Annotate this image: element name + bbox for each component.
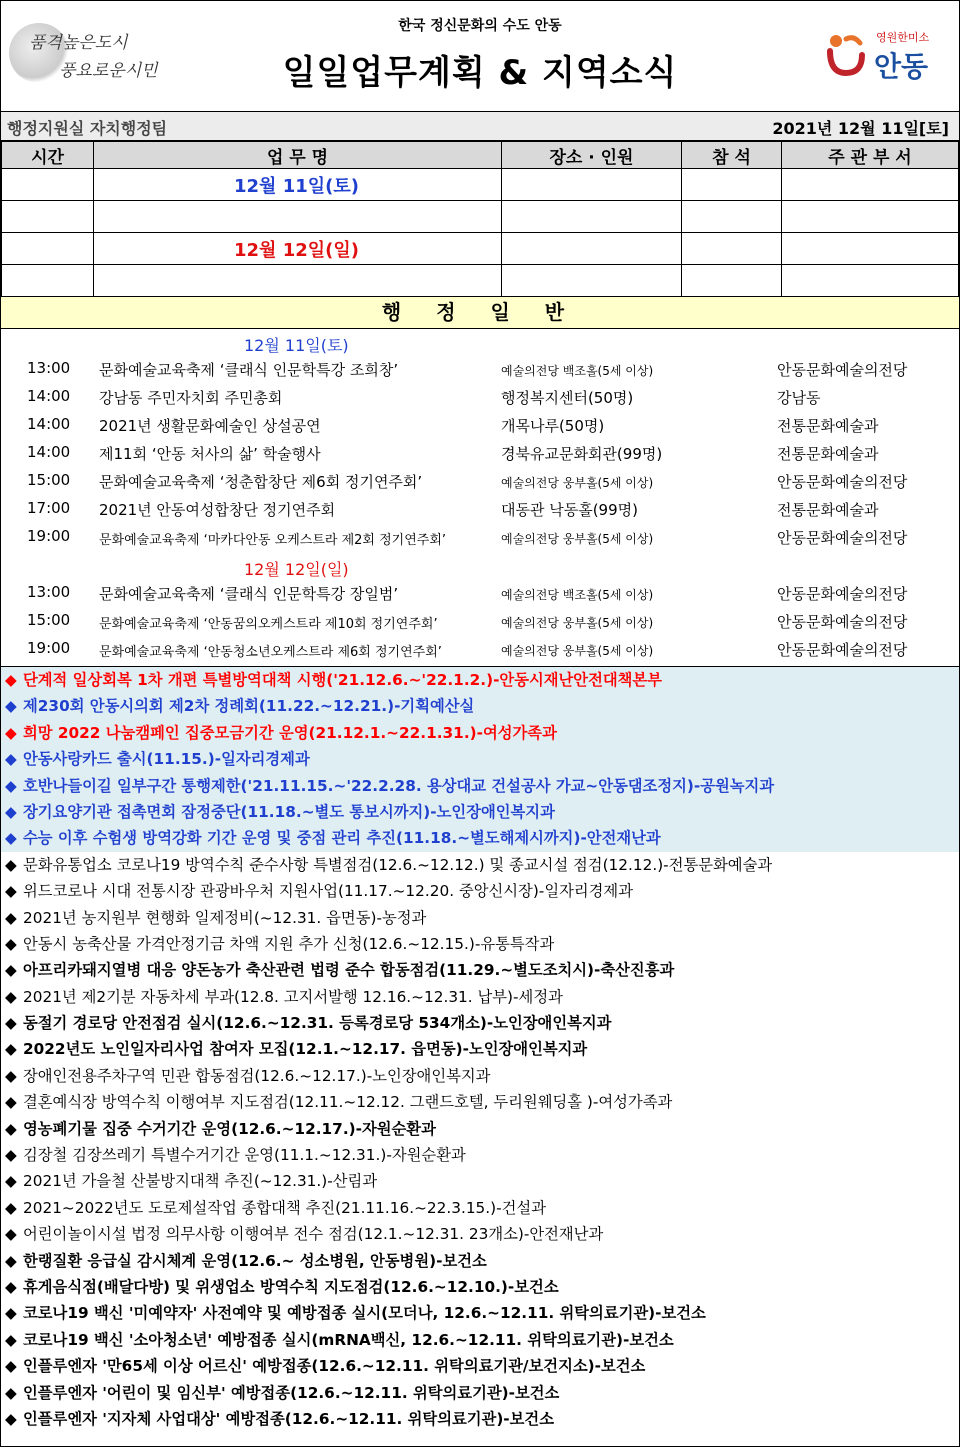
event-time: 17:00: [27, 499, 71, 517]
event-place: 예술의전당 웅부홀(5세 이상): [501, 476, 654, 490]
notice-item: [1, 799, 959, 825]
notice-item: [1, 773, 959, 799]
diamond-bullet-icon: ◆: [5, 776, 17, 795]
notice-item: [1, 1168, 959, 1194]
col-header-dept: 주 관 부 서: [782, 142, 959, 169]
event-dept: 안동문화예술의전당: [777, 473, 908, 491]
diamond-bullet-icon: ◆: [5, 882, 17, 901]
event-dept: 안동문화예술의전당: [777, 641, 908, 659]
info-bar: [1, 111, 959, 141]
notice-item: [1, 931, 959, 957]
notice-text: 인플루엔자 '만65세 이상 어르신' 예방접종(12.6.~12.11. 위탁의료기관/보건지소)-보건소: [23, 1357, 646, 1376]
event-time: 13:00: [27, 583, 71, 601]
diamond-bullet-icon: ◆: [5, 697, 17, 716]
diamond-bullet-icon: ◆: [5, 908, 17, 927]
notice-text: 어린이놀이시설 법정 의무사항 이행여부 전수 점검(12.1.~12.31. 23개소)-안전재난과: [23, 1225, 604, 1244]
notice-item: [1, 693, 959, 719]
event-row: [1, 411, 959, 439]
event-dept: 안동문화예술의전당: [777, 585, 908, 603]
notice-text: 김장철 김장쓰레기 특별수거기간 운영(11.1.~12.31.)-자원순환과: [23, 1146, 466, 1165]
diamond-bullet-icon: ◆: [5, 934, 17, 953]
notice-text: 인플루엔자 '지자체 사업대상' 예방접종(12.6.~12.11. 위탁의료기관)-보건소: [23, 1409, 554, 1428]
diamond-bullet-icon: ◆: [5, 1040, 17, 1059]
notice-text: 수능 이후 수험생 방역강화 기간 운영 및 중점 관리 추진(11.18.~별도해제시까지)-안전재난과: [23, 829, 661, 848]
event-name: 제11회 ‘안동 처사의 삶’ 학술행사: [99, 445, 321, 463]
diamond-bullet-icon: ◆: [5, 723, 17, 742]
notice-item: [1, 852, 959, 878]
notice-item: [1, 1248, 959, 1274]
notice-item: [1, 1142, 959, 1168]
diamond-bullet-icon: ◆: [5, 1330, 17, 1349]
event-time: 14:00: [27, 415, 71, 433]
diamond-bullet-icon: ◆: [5, 1409, 17, 1428]
schedule-table: [1, 141, 959, 297]
diamond-bullet-icon: ◆: [5, 1225, 17, 1244]
notice-item: [1, 1116, 959, 1142]
slogan-line-1: 품격높은도시: [29, 33, 128, 53]
notice-text: 호반나들이길 일부구간 통행제한('21.11.15.~'22.2.28. 용상대교 건설공사 가교~안동댐조정지)-공원녹지과: [23, 776, 775, 795]
header: [1, 1, 959, 111]
event-place: 예술의전당 웅부홀(5세 이상): [501, 616, 654, 630]
event-time: 14:00: [27, 387, 71, 405]
diamond-bullet-icon: ◆: [5, 961, 17, 980]
diamond-bullet-icon: ◆: [5, 1251, 17, 1270]
notice-text: 장애인전용주차구역 민관 합동점검(12.6.~12.17.)-노인장애인복지과: [23, 1066, 491, 1085]
event-dept: 전통문화예술과: [777, 501, 879, 519]
event-row: [1, 355, 959, 383]
notice-item: [1, 878, 959, 904]
event-time: 13:00: [27, 359, 71, 377]
event-name: 문화예술교육축제 ‘클래식 인문학특강 장일범’: [99, 585, 399, 603]
event-dept: 강남동: [777, 389, 821, 407]
event-place: 예술의전당 웅부홀(5세 이상): [501, 532, 654, 546]
notice-text: 단계적 일상회복 1차 개편 특별방역대책 시행('21.12.6.~'22.1.2.)-안동시재난안전대책본부: [23, 671, 662, 689]
notice-text: 결혼예식장 방역수칙 이행여부 지도점검(12.11.~12.12. 그랜드호텔, 두리원웨딩홀 )-여성가족과: [23, 1093, 673, 1112]
notice-text: 안동사랑카드 출시(11.15.)-일자리경제과: [23, 750, 310, 769]
event-row: [1, 523, 959, 551]
team-name: 행정지원실 자치행정팀: [7, 119, 168, 138]
diamond-bullet-icon: ◆: [5, 802, 17, 821]
event-name: 문화예술교육축제 ‘클래식 인문학특강 조희창’: [99, 361, 399, 379]
col-header-task: 업 무 명: [94, 142, 502, 169]
notice-item: [1, 1089, 959, 1115]
notice-text: 2022년도 노인일자리사업 참여자 모집(12.1.~12.17. 읍면동)-노인장애인복지과: [23, 1040, 588, 1059]
event-place: 개목나루(50명): [501, 417, 605, 435]
diamond-bullet-icon: ◆: [5, 671, 17, 689]
notice-item: [1, 984, 959, 1010]
event-row: [1, 495, 959, 523]
event-place: 예술의전당 웅부홀(5세 이상): [501, 644, 654, 658]
diamond-bullet-icon: ◆: [5, 829, 17, 848]
notice-item: [1, 1195, 959, 1221]
event-name: 문화예술교육축제 ‘안동청소년오케스트라 제6회 정기연주회’: [99, 645, 442, 660]
notice-text: 2021~2022년도 도로제설작업 종합대책 추진(21.11.16.~22.3.15.)-건설과: [23, 1198, 546, 1217]
notice-text: 코로나19 백신 '소아청소년' 예방접종 실시(mRNA백신, 12.6.~12.11. 위탁의료기관)-보건소: [23, 1330, 674, 1349]
logo-slogan: 영원한미소: [876, 31, 930, 44]
notice-text: 2021년 가을철 산불방지대책 추진(~12.31.)-산림과: [23, 1172, 378, 1191]
notice-list: [1, 666, 959, 1432]
diamond-bullet-icon: ◆: [5, 1172, 17, 1191]
date-cell-day1: 12월 11일(토): [94, 169, 502, 201]
report-date: 2021년 12월 11일[토]: [772, 119, 949, 138]
event-name: 문화예술교육축제 ‘청춘합창단 제6회 정기연주회’: [99, 473, 423, 491]
event-time: 15:00: [27, 611, 71, 629]
event-row: [1, 383, 959, 411]
col-header-place: 장소 · 인원: [502, 142, 682, 169]
notice-text: 제230회 안동시의회 제2차 정례회(11.22.~12.21.)-기획예산실: [23, 697, 475, 716]
notice-item: [1, 825, 959, 851]
diamond-bullet-icon: ◆: [5, 1277, 17, 1296]
event-time: 19:00: [27, 527, 71, 545]
andong-logo-icon: [824, 29, 870, 79]
diamond-bullet-icon: ◆: [5, 1093, 17, 1112]
diamond-bullet-icon: ◆: [5, 1014, 17, 1033]
slogan-line-2: 풍요로운시민: [59, 61, 158, 81]
event-name: 강남동 주민자치회 주민총회: [99, 389, 283, 407]
event-row: [1, 579, 959, 607]
notice-item: [1, 1300, 959, 1326]
diamond-bullet-icon: ◆: [5, 1119, 17, 1138]
table-row: [2, 265, 959, 297]
event-row: [1, 467, 959, 495]
event-name: 문화예술교육축제 ‘마카다안동 오케스트라 제2회 정기연주회’: [99, 533, 447, 548]
col-header-attend: 참 석: [682, 142, 782, 169]
event-dept: 안동문화예술의전당: [777, 613, 908, 631]
notice-item: [1, 1380, 959, 1406]
notice-text: 문화유통업소 코로나19 방역수칙 준수사항 특별점검(12.6.~12.12.) 및 종교시설 점검(12.12.)-전통문화예술과: [23, 855, 773, 874]
notice-text: 안동시 농축산물 가격안정기금 차액 지원 추가 신청(12.6.~12.15.)-유통특작과: [23, 934, 555, 953]
event-time: 14:00: [27, 443, 71, 461]
notice-item: [1, 1353, 959, 1379]
notice-item: [1, 720, 959, 746]
event-place: 경북유교문화회관(99명): [501, 445, 663, 463]
notice-item: [1, 667, 959, 693]
event-list: [1, 329, 959, 666]
notice-text: 영농폐기물 집중 수거기간 운영(12.6.~12.17.)-자원순환과: [23, 1119, 436, 1138]
notice-text: 2021년 제2기분 자동차세 부과(12.8. 고지서발행 12.16.~12.31. 납부)-세정과: [23, 987, 563, 1006]
header-subtitle: 한국 정신문화의 수도 안동: [398, 18, 562, 34]
event-row: [1, 439, 959, 467]
diamond-bullet-icon: ◆: [5, 1146, 17, 1165]
date-cell-day2: 12월 12일(일): [94, 233, 502, 265]
event-row: [1, 635, 959, 663]
notice-text: 한랭질환 응급실 감시체계 운영(12.6.~ 성소병원, 안동병원)-보건소: [23, 1251, 487, 1270]
event-place: 행정복지센터(50명): [501, 389, 634, 407]
logo-name: 안동: [874, 50, 929, 83]
notice-text: 인플루엔자 '어린이 및 임신부' 예방접종(12.6.~12.11. 위탁의료기관)-보건소: [23, 1383, 560, 1402]
col-header-time: 시간: [2, 142, 94, 169]
table-header-row: [2, 142, 959, 169]
andong-logo: [824, 25, 939, 85]
notice-text: 코로나19 백신 '미예약자' 사전예약 및 예방접종 실시(모더나, 12.6.~12.11. 위탁의료기관)-보건소: [23, 1304, 706, 1323]
event-place: 예술의전당 백조홀(5세 이상): [501, 588, 654, 602]
event-dept: 전통문화예술과: [777, 417, 879, 435]
section-title: 행 정 일 반: [1, 297, 959, 329]
diamond-bullet-icon: ◆: [5, 1357, 17, 1376]
event-name: 문화예술교육축제 ‘안동꿈의오케스트라 제10회 정기연주회’: [99, 617, 438, 632]
notice-text: 동절기 경로당 안전점검 실시(12.6.~12.31. 등록경로당 534개소)-노인장애인복지과: [23, 1014, 612, 1033]
event-name: 2021년 안동여성합창단 정기연주회: [99, 501, 336, 519]
notice-text: 2021년 농지원부 현행화 일제정비(~12.31. 읍면동)-농정과: [23, 908, 427, 927]
notice-item: [1, 1063, 959, 1089]
event-place: 대동관 낙동홀(99명): [501, 501, 638, 519]
notice-text: 위드코로나 시대 전통시장 관광바우처 지원사업(11.17.~12.20. 중앙신시장)-일자리경제과: [23, 882, 633, 901]
table-row: [2, 233, 959, 265]
page-title: 일일업무계획 & 지역소식: [282, 53, 678, 93]
diamond-bullet-icon: ◆: [5, 750, 17, 769]
notice-item: [1, 1221, 959, 1247]
notice-item: [1, 957, 959, 983]
event-dept: 전통문화예술과: [777, 445, 879, 463]
diamond-bullet-icon: ◆: [5, 1066, 17, 1085]
notice-item: [1, 1327, 959, 1353]
event-place: 예술의전당 백조홀(5세 이상): [501, 364, 654, 378]
notice-text: 휴게음식점(배달다방) 및 위생업소 방역수칙 지도점검(12.6.~12.10.)-보건소: [23, 1277, 559, 1296]
event-time: 19:00: [27, 639, 71, 657]
notice-item: [1, 1406, 959, 1432]
event-row: [1, 607, 959, 635]
table-row: [2, 169, 959, 201]
diamond-bullet-icon: ◆: [5, 1304, 17, 1323]
diamond-bullet-icon: ◆: [5, 1383, 17, 1402]
notice-item: [1, 1010, 959, 1036]
notice-item: [1, 1274, 959, 1300]
diamond-bullet-icon: ◆: [5, 1198, 17, 1217]
notice-item: [1, 905, 959, 931]
diamond-bullet-icon: ◆: [5, 855, 17, 874]
event-dept: 안동문화예술의전당: [777, 529, 908, 547]
notice-text: 장기요양기관 접촉면회 잠정중단(11.18.~별도 통보시까지)-노인장애인복지과: [23, 802, 555, 821]
event-time: 15:00: [27, 471, 71, 489]
event-name: 2021년 생활문화예술인 상설공연: [99, 417, 321, 435]
table-row: [2, 201, 959, 233]
notice-item: [1, 1036, 959, 1062]
diamond-bullet-icon: ◆: [5, 987, 17, 1006]
notice-item: [1, 746, 959, 772]
notice-text: 아프리카돼지열병 대응 양돈농가 축산관련 법령 준수 합동점검(11.29.~별도조치시)-축산진흥과: [23, 961, 675, 980]
event-date-day1: 12월 11일(토): [244, 336, 349, 355]
event-dept: 안동문화예술의전당: [777, 361, 908, 379]
event-date-day2: 12월 12일(일): [244, 560, 349, 579]
notice-text: 희망 2022 나눔캠페인 집중모금기간 운영(21.12.1.~22.1.31.)-여성가족과: [23, 723, 557, 742]
